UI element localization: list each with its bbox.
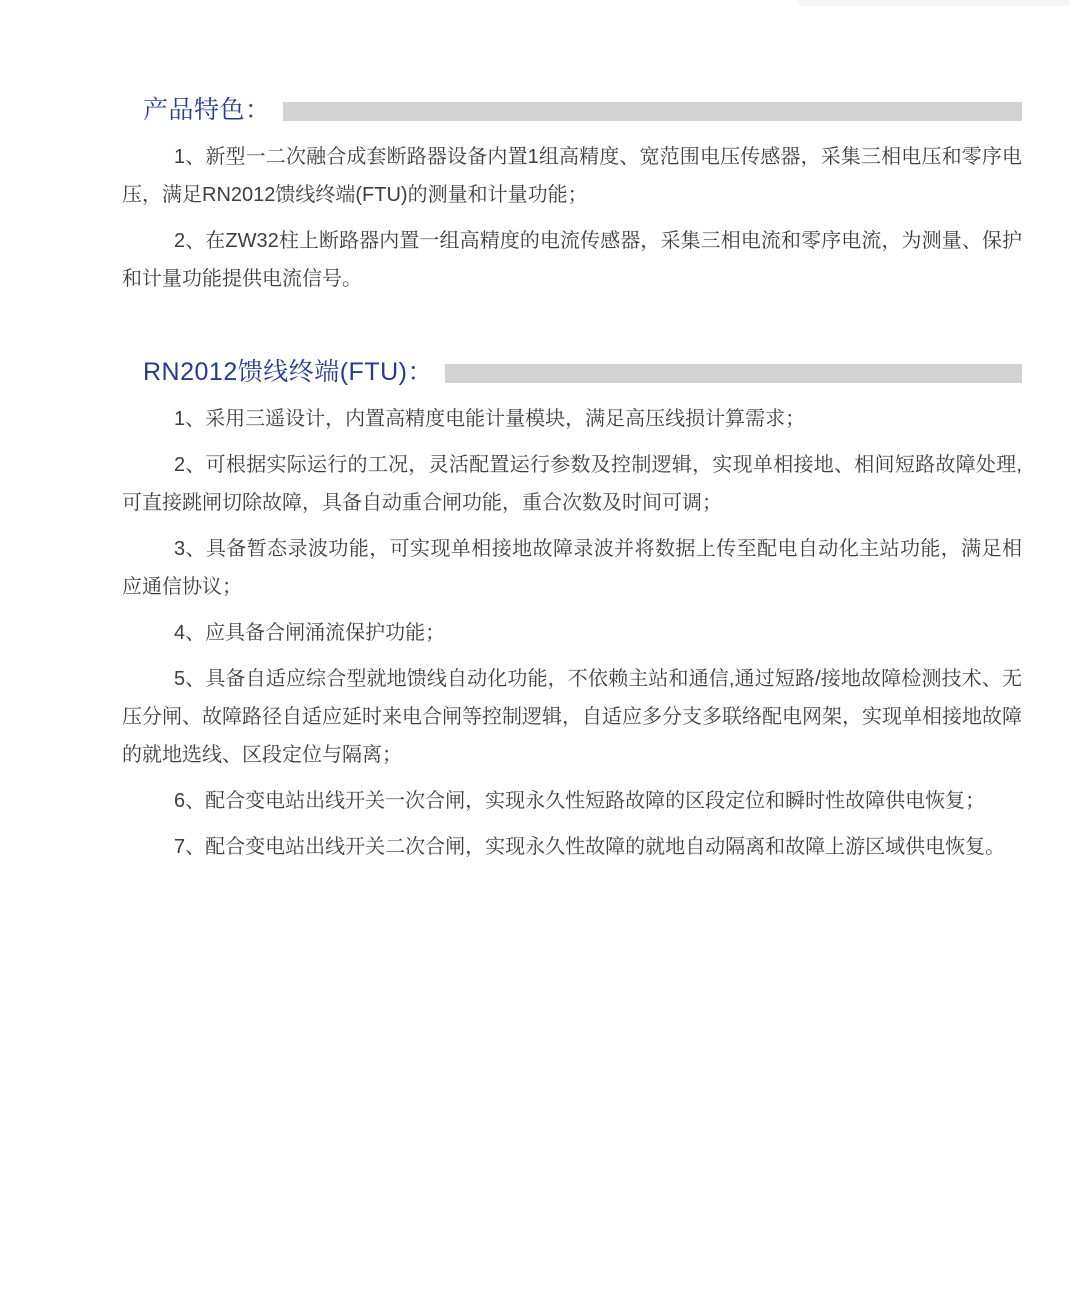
list-item: 5、具备自适应综合型就地馈线自动化功能，不依赖主站和通信,通过短路/接地故障检测技术、无压分闸、故障路径自适应延时来电合闸等控制逻辑，自适应多分支多联络配电网架，实现单相接地故障的就地选线、区段定位与隔离；	[122, 668, 1022, 766]
list-item: 2、可根据实际运行的工况，灵活配置运行参数及控制逻辑，实现单相接地、相间短路故障处理,可直接跳闸切除故障，具备自动重合闸功能，重合次数及时间可调；	[122, 454, 1022, 514]
list-item: 3、具备暂态录波功能，可实现单相接地故障录波并将数据上传至配电自动化主站功能，满足相应通信协议；	[122, 538, 1022, 598]
list-item: 4、应具备合闸涌流保护功能；	[174, 622, 446, 644]
list-item: 1、采用三遥设计，内置高精度电能计量模块，满足高压线损计算需求；	[174, 408, 806, 430]
section-title-ftu: RN2012馈线终端(FTU)：	[143, 358, 433, 386]
section-heading-row	[122, 358, 1022, 387]
page-content	[122, 0, 1022, 866]
section-ftu-terminal	[122, 358, 1022, 866]
section-title-product-features: 产品特色：	[143, 96, 271, 124]
paragraph: 1、新型一二次融合成套断路器设备内置1组高精度、宽范围电压传感器，采集三相电压和零序电压，满足RN2012馈线终端(FTU)的测量和计量功能；	[122, 146, 1022, 206]
section-product-features	[122, 96, 1022, 298]
paragraph: 2、在ZW32柱上断路器内置一组高精度的电流传感器，采集三相电流和零序电流，为测量、保护和计量功能提供电流信号。	[122, 230, 1022, 290]
list-item: 6、配合变电站出线开关一次合闸，实现永久性短路故障的区段定位和瞬时性故障供电恢复；	[174, 790, 986, 812]
title-underline-bar	[445, 364, 1022, 383]
section-heading-row	[122, 96, 1022, 125]
title-underline-bar	[283, 102, 1022, 121]
list-item: 7、配合变电站出线开关二次合闸，实现永久性故障的就地自动隔离和故障上游区域供电恢复。	[174, 836, 1006, 858]
